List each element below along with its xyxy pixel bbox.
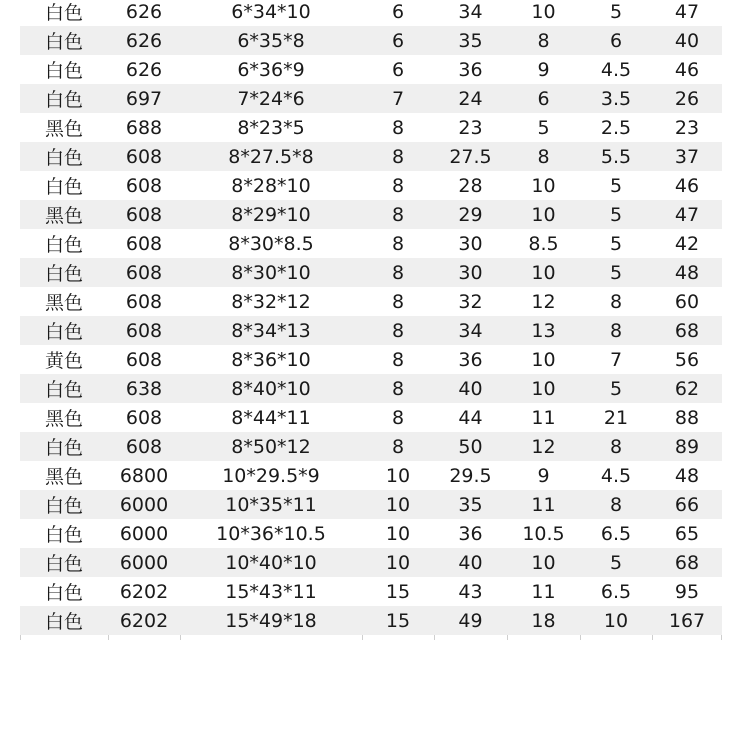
cell-inner-diameter: 8 bbox=[391, 377, 405, 400]
cell-price: 95 bbox=[674, 580, 700, 603]
cell-weight: 5 bbox=[609, 261, 623, 284]
cell-dimensions: 10*36*10.5 bbox=[216, 522, 326, 545]
cell-thickness: 12 bbox=[531, 290, 556, 313]
cell-inner-diameter: 8 bbox=[391, 348, 405, 371]
cell-color: 黑色 bbox=[44, 466, 83, 488]
cell-inner-diameter: 8 bbox=[391, 116, 405, 139]
cell-weight: 5 bbox=[609, 203, 623, 226]
cell-color: 白色 bbox=[44, 553, 83, 575]
cell-dimensions: 8*30*10 bbox=[231, 261, 311, 284]
cell-price: 37 bbox=[674, 145, 700, 168]
cell-outer-diameter: 29.5 bbox=[449, 464, 492, 487]
cell-weight: 4.5 bbox=[600, 464, 632, 487]
cell-outer-diameter: 32 bbox=[458, 290, 483, 313]
cell-price: 46 bbox=[674, 58, 700, 81]
cell-inner-diameter: 6 bbox=[391, 58, 405, 81]
cell-color: 白色 bbox=[44, 176, 83, 198]
cell-outer-diameter: 35 bbox=[458, 29, 483, 52]
cell-color: 黄色 bbox=[44, 350, 83, 372]
cell-thickness: 11 bbox=[531, 493, 556, 516]
cell-dimensions: 8*27.5*8 bbox=[228, 145, 314, 168]
cell-dimensions: 6*35*8 bbox=[237, 29, 305, 52]
cell-dimensions: 15*49*18 bbox=[225, 609, 317, 632]
cell-thickness: 10 bbox=[531, 348, 556, 371]
cell-model: 6202 bbox=[119, 609, 169, 632]
cell-inner-diameter: 7 bbox=[391, 87, 405, 110]
column-tick bbox=[180, 635, 181, 640]
cell-dimensions: 7*24*6 bbox=[237, 87, 305, 110]
cell-thickness: 10 bbox=[531, 0, 556, 23]
cell-color: 白色 bbox=[44, 495, 83, 517]
table-row bbox=[20, 577, 722, 606]
cell-dimensions: 8*32*12 bbox=[231, 290, 311, 313]
bearing-spec-table bbox=[20, 0, 722, 635]
cell-price: 47 bbox=[674, 0, 700, 23]
cell-price: 167 bbox=[668, 609, 706, 632]
cell-price: 68 bbox=[674, 319, 700, 342]
cell-model: 608 bbox=[125, 406, 163, 429]
cell-thickness: 10 bbox=[531, 261, 556, 284]
cell-model: 6000 bbox=[119, 551, 169, 574]
cell-weight: 6 bbox=[609, 29, 623, 52]
cell-price: 89 bbox=[674, 435, 700, 458]
cell-model: 608 bbox=[125, 348, 163, 371]
cell-model: 6000 bbox=[119, 493, 169, 516]
cell-inner-diameter: 15 bbox=[385, 580, 411, 603]
cell-inner-diameter: 8 bbox=[391, 232, 405, 255]
cell-inner-diameter: 10 bbox=[385, 464, 411, 487]
cell-outer-diameter: 36 bbox=[458, 522, 483, 545]
cell-outer-diameter: 49 bbox=[458, 609, 483, 632]
cell-model: 626 bbox=[125, 0, 163, 23]
cell-weight: 3.5 bbox=[600, 87, 632, 110]
table-row bbox=[20, 84, 722, 113]
cell-thickness: 8.5 bbox=[528, 232, 559, 255]
table-row bbox=[20, 26, 722, 55]
cell-outer-diameter: 29 bbox=[458, 203, 483, 226]
cell-outer-diameter: 36 bbox=[458, 348, 483, 371]
cell-inner-diameter: 10 bbox=[385, 493, 411, 516]
cell-inner-diameter: 8 bbox=[391, 145, 405, 168]
cell-color: 白色 bbox=[44, 147, 83, 169]
cell-weight: 5 bbox=[609, 377, 623, 400]
cell-outer-diameter: 27.5 bbox=[449, 145, 492, 168]
cell-price: 26 bbox=[674, 87, 700, 110]
table-row bbox=[20, 374, 722, 403]
table-row bbox=[20, 0, 722, 26]
cell-dimensions: 8*44*11 bbox=[231, 406, 311, 429]
cell-dimensions: 6*34*10 bbox=[231, 0, 311, 23]
cell-dimensions: 8*29*10 bbox=[231, 203, 311, 226]
cell-inner-diameter: 10 bbox=[385, 522, 411, 545]
table-row bbox=[20, 606, 722, 635]
cell-outer-diameter: 30 bbox=[458, 232, 483, 255]
cell-inner-diameter: 8 bbox=[391, 290, 405, 313]
cell-color: 黑色 bbox=[44, 408, 83, 430]
cell-dimensions: 8*40*10 bbox=[231, 377, 311, 400]
cell-color: 白色 bbox=[44, 611, 83, 633]
table-row bbox=[20, 403, 722, 432]
cell-inner-diameter: 8 bbox=[391, 261, 405, 284]
cell-model: 608 bbox=[125, 435, 163, 458]
cell-color: 白色 bbox=[44, 582, 83, 604]
cell-weight: 8 bbox=[609, 319, 623, 342]
cell-dimensions: 15*43*11 bbox=[225, 580, 317, 603]
cell-color: 白色 bbox=[44, 2, 83, 24]
cell-color: 白色 bbox=[44, 263, 83, 285]
cell-weight: 5 bbox=[609, 174, 623, 197]
cell-model: 688 bbox=[125, 116, 163, 139]
cell-weight: 8 bbox=[609, 290, 623, 313]
cell-thickness: 8 bbox=[537, 145, 550, 168]
cell-outer-diameter: 28 bbox=[458, 174, 483, 197]
table-row bbox=[20, 287, 722, 316]
cell-outer-diameter: 40 bbox=[458, 551, 483, 574]
cell-weight: 8 bbox=[609, 435, 623, 458]
column-tick bbox=[652, 635, 653, 640]
cell-model: 608 bbox=[125, 145, 163, 168]
cell-price: 66 bbox=[674, 493, 700, 516]
cell-model: 626 bbox=[125, 58, 163, 81]
table-row bbox=[20, 316, 722, 345]
column-tick bbox=[580, 635, 581, 640]
table-row bbox=[20, 490, 722, 519]
cell-outer-diameter: 43 bbox=[458, 580, 483, 603]
cell-price: 88 bbox=[674, 406, 700, 429]
cell-weight: 6.5 bbox=[600, 580, 632, 603]
cell-weight: 4.5 bbox=[600, 58, 632, 81]
cell-inner-diameter: 8 bbox=[391, 174, 405, 197]
cell-thickness: 12 bbox=[531, 435, 556, 458]
table-row bbox=[20, 258, 722, 287]
cell-thickness: 10 bbox=[531, 551, 556, 574]
table-bottom-ticks bbox=[20, 635, 722, 640]
cell-inner-diameter: 6 bbox=[391, 0, 405, 23]
cell-outer-diameter: 30 bbox=[458, 261, 483, 284]
cell-model: 608 bbox=[125, 290, 163, 313]
cell-thickness: 9 bbox=[537, 464, 550, 487]
cell-weight: 21 bbox=[603, 406, 629, 429]
cell-price: 65 bbox=[674, 522, 700, 545]
cell-price: 68 bbox=[674, 551, 700, 574]
cell-outer-diameter: 34 bbox=[458, 319, 483, 342]
cell-thickness: 10 bbox=[531, 377, 556, 400]
cell-color: 白色 bbox=[44, 379, 83, 401]
cell-dimensions: 6*36*9 bbox=[237, 58, 305, 81]
cell-thickness: 6 bbox=[537, 87, 550, 110]
cell-dimensions: 8*36*10 bbox=[231, 348, 311, 371]
cell-color: 黑色 bbox=[44, 118, 83, 140]
cell-model: 608 bbox=[125, 261, 163, 284]
table-row bbox=[20, 345, 722, 374]
table-row bbox=[20, 432, 722, 461]
table-row bbox=[20, 113, 722, 142]
cell-model: 626 bbox=[125, 29, 163, 52]
cell-thickness: 9 bbox=[537, 58, 550, 81]
cell-price: 56 bbox=[674, 348, 700, 371]
cell-inner-diameter: 8 bbox=[391, 203, 405, 226]
cell-model: 638 bbox=[125, 377, 163, 400]
cell-weight: 2.5 bbox=[600, 116, 632, 139]
cell-price: 48 bbox=[674, 261, 700, 284]
cell-thickness: 11 bbox=[531, 580, 556, 603]
table-row bbox=[20, 55, 722, 84]
cell-weight: 6.5 bbox=[600, 522, 632, 545]
cell-thickness: 5 bbox=[537, 116, 550, 139]
cell-outer-diameter: 36 bbox=[458, 58, 483, 81]
table-row bbox=[20, 461, 722, 490]
cell-model: 697 bbox=[125, 87, 163, 110]
cell-weight: 5 bbox=[609, 0, 623, 23]
cell-inner-diameter: 6 bbox=[391, 29, 405, 52]
cell-weight: 7 bbox=[609, 348, 623, 371]
table-row bbox=[20, 142, 722, 171]
cell-dimensions: 8*30*8.5 bbox=[228, 232, 314, 255]
cell-inner-diameter: 8 bbox=[391, 435, 405, 458]
table-row bbox=[20, 200, 722, 229]
column-tick bbox=[108, 635, 109, 640]
cell-weight: 5 bbox=[609, 232, 623, 255]
cell-color: 白色 bbox=[44, 437, 83, 459]
cell-price: 42 bbox=[674, 232, 700, 255]
column-tick bbox=[20, 635, 21, 640]
cell-thickness: 11 bbox=[531, 406, 556, 429]
cell-outer-diameter: 35 bbox=[458, 493, 483, 516]
cell-outer-diameter: 40 bbox=[458, 377, 483, 400]
cell-inner-diameter: 8 bbox=[391, 406, 405, 429]
table-row bbox=[20, 171, 722, 200]
cell-thickness: 10 bbox=[531, 203, 556, 226]
table-row bbox=[20, 229, 722, 258]
cell-dimensions: 10*29.5*9 bbox=[222, 464, 320, 487]
column-tick bbox=[434, 635, 435, 640]
cell-model: 608 bbox=[125, 232, 163, 255]
cell-model: 608 bbox=[125, 174, 163, 197]
cell-dimensions: 8*50*12 bbox=[231, 435, 311, 458]
cell-model: 6202 bbox=[119, 580, 169, 603]
cell-weight: 5 bbox=[609, 551, 623, 574]
cell-price: 46 bbox=[674, 174, 700, 197]
cell-price: 60 bbox=[674, 290, 700, 313]
cell-price: 62 bbox=[674, 377, 700, 400]
cell-outer-diameter: 24 bbox=[458, 87, 483, 110]
column-tick bbox=[362, 635, 363, 640]
column-tick bbox=[507, 635, 508, 640]
cell-outer-diameter: 34 bbox=[458, 0, 483, 23]
cell-price: 23 bbox=[674, 116, 700, 139]
cell-color: 黑色 bbox=[44, 205, 83, 227]
cell-inner-diameter: 8 bbox=[391, 319, 405, 342]
cell-dimensions: 10*40*10 bbox=[225, 551, 317, 574]
cell-dimensions: 8*34*13 bbox=[231, 319, 311, 342]
cell-color: 白色 bbox=[44, 31, 83, 53]
cell-weight: 10 bbox=[603, 609, 629, 632]
cell-dimensions: 10*35*11 bbox=[225, 493, 317, 516]
cell-dimensions: 8*28*10 bbox=[231, 174, 311, 197]
cell-thickness: 8 bbox=[537, 29, 550, 52]
table-row bbox=[20, 548, 722, 577]
cell-thickness: 10.5 bbox=[522, 522, 565, 545]
cell-price: 48 bbox=[674, 464, 700, 487]
cell-color: 白色 bbox=[44, 321, 83, 343]
cell-outer-diameter: 50 bbox=[458, 435, 483, 458]
cell-thickness: 10 bbox=[531, 174, 556, 197]
cell-weight: 5.5 bbox=[600, 145, 632, 168]
cell-inner-diameter: 10 bbox=[385, 551, 411, 574]
cell-weight: 8 bbox=[609, 493, 623, 516]
cell-price: 40 bbox=[674, 29, 700, 52]
cell-price: 47 bbox=[674, 203, 700, 226]
column-tick bbox=[721, 635, 722, 640]
cell-thickness: 18 bbox=[531, 609, 556, 632]
cell-model: 608 bbox=[125, 203, 163, 226]
cell-color: 黑色 bbox=[44, 292, 83, 314]
cell-color: 白色 bbox=[44, 234, 83, 256]
table-row bbox=[20, 519, 722, 548]
cell-model: 6800 bbox=[119, 464, 169, 487]
cell-thickness: 13 bbox=[531, 319, 556, 342]
cell-outer-diameter: 23 bbox=[458, 116, 483, 139]
cell-color: 白色 bbox=[44, 524, 83, 546]
cell-inner-diameter: 15 bbox=[385, 609, 411, 632]
cell-color: 白色 bbox=[44, 60, 83, 82]
cell-dimensions: 8*23*5 bbox=[237, 116, 305, 139]
cell-outer-diameter: 44 bbox=[458, 406, 483, 429]
cell-model: 6000 bbox=[119, 522, 169, 545]
cell-model: 608 bbox=[125, 319, 163, 342]
cell-color: 白色 bbox=[44, 89, 83, 111]
